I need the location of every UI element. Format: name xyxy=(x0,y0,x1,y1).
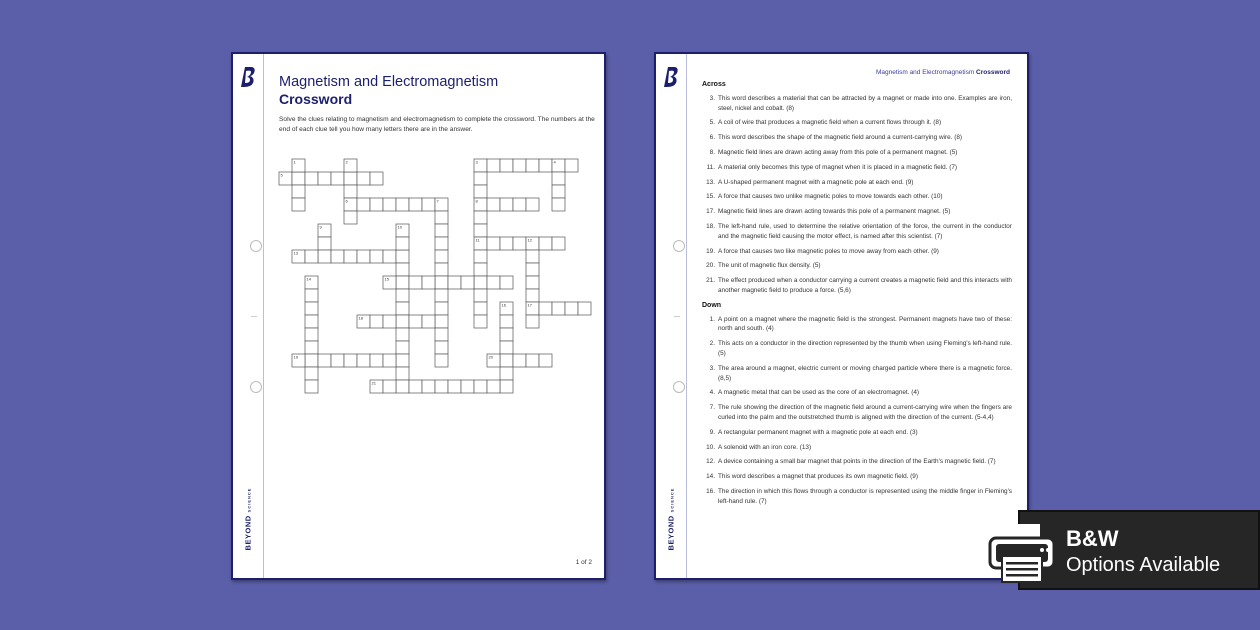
crossword-cell[interactable] xyxy=(526,354,539,367)
clue-item xyxy=(702,163,1012,173)
bw-options-badge xyxy=(1018,510,1260,590)
crossword-cell[interactable] xyxy=(396,328,409,341)
crossword-cell[interactable] xyxy=(474,263,487,276)
page-number: 1 of 2 xyxy=(575,559,592,566)
down-heading: Down xyxy=(702,301,722,309)
crossword-cell[interactable] xyxy=(370,198,383,211)
crossword-cell[interactable] xyxy=(396,341,409,354)
title-line-2: Crossword xyxy=(279,91,353,107)
crossword-cell[interactable] xyxy=(500,237,513,250)
crossword-number: 13 xyxy=(293,250,298,256)
clue-text: A magnetic metal that can be used as the core of an electromagnet. (4) xyxy=(718,389,920,397)
crossword-cell[interactable] xyxy=(344,185,357,198)
margin-line xyxy=(686,54,687,578)
clue-item xyxy=(702,364,1012,384)
crossword-cell[interactable] xyxy=(474,380,487,393)
across-heading: Across xyxy=(702,81,726,88)
brand-sub: SCIENCE xyxy=(669,487,675,513)
crossword-cell[interactable] xyxy=(318,237,331,250)
crossword-cell[interactable] xyxy=(344,250,357,263)
clue-item xyxy=(702,403,1012,423)
clue-number: 20. xyxy=(706,262,715,270)
clue-text: The rule showing the direction of the magnetic field around a current-carrying wire when the fingers are curled into the palm and the outstretched thumb is aligned with the direction of the current. (5-4,4) xyxy=(718,404,1012,421)
crossword-cell[interactable] xyxy=(474,302,487,315)
crossword-cell[interactable] xyxy=(331,172,344,185)
crossword-cell[interactable] xyxy=(396,237,409,250)
crossword-number: 6 xyxy=(345,198,348,204)
crossword-cell[interactable] xyxy=(435,302,448,315)
crossword-cell[interactable] xyxy=(513,198,526,211)
crossword-cell[interactable] xyxy=(500,341,513,354)
clues-list xyxy=(702,80,1012,512)
crossword-cell[interactable] xyxy=(357,172,370,185)
crossword-number: 1 xyxy=(293,159,296,165)
clue-text: A point on a magnet where the magnetic field is the strongest. Permanent magnets have two of these: north and south. (4) xyxy=(718,315,1012,333)
brand-vertical xyxy=(236,474,260,564)
clue-text: A material only becomes this type of magnet when it is placed in a magnetic field. (7) xyxy=(718,163,958,171)
clue-text: Magnetic field lines are drawn acting towards this pole of a permanent magnet. (5) xyxy=(718,208,951,216)
clue-text: A force that causes two like magnetic poles to move away from each other. (9) xyxy=(718,247,939,255)
clue-number: 6. xyxy=(709,134,715,142)
crossword-number: 5 xyxy=(280,172,283,178)
crossword-cell[interactable] xyxy=(500,159,513,172)
down-clues xyxy=(702,315,1012,507)
badge-title: B&W xyxy=(1066,526,1119,551)
crossword-cell[interactable] xyxy=(292,185,305,198)
crossword-number: 20 xyxy=(488,354,493,360)
punch-hole xyxy=(250,240,262,252)
crossword-cell[interactable] xyxy=(474,289,487,302)
crossword-cell[interactable] xyxy=(357,354,370,367)
crossword-cell[interactable] xyxy=(474,185,487,198)
crossword-cell[interactable] xyxy=(422,198,435,211)
crossword-cell[interactable] xyxy=(487,237,500,250)
crossword-cell[interactable] xyxy=(474,172,487,185)
crossword-cell[interactable] xyxy=(370,250,383,263)
printer-icon xyxy=(986,520,1058,584)
header-title-bold: Crossword xyxy=(976,69,1010,76)
punch-hole xyxy=(673,381,685,393)
clue-number: 1. xyxy=(709,315,715,323)
crossword-cell[interactable] xyxy=(565,159,578,172)
crossword-cell[interactable] xyxy=(500,276,513,289)
clue-number: 10. xyxy=(706,443,715,451)
crossword-cell[interactable] xyxy=(305,250,318,263)
crossword-cell[interactable] xyxy=(474,250,487,263)
crossword-cell[interactable] xyxy=(474,211,487,224)
clue-number: 9. xyxy=(709,428,715,436)
crossword-cell[interactable] xyxy=(552,185,565,198)
clue-item xyxy=(702,118,1012,128)
crossword-cell[interactable] xyxy=(396,250,409,263)
crossword-number: 21 xyxy=(371,380,376,386)
crossword-cell[interactable] xyxy=(305,341,318,354)
crossword-cell[interactable] xyxy=(357,198,370,211)
clue-text: This word describes the shape of the magnetic field around a current-carrying wire. (8) xyxy=(718,134,963,142)
crossword-number: 16 xyxy=(501,302,506,308)
clue-number: 3. xyxy=(709,94,715,102)
margin-line xyxy=(263,54,264,578)
clue-text: This word describes a material that can be attracted by a magnet or made into one. Examples are iron, steel, nickel and cobalt. (8) xyxy=(718,94,1012,112)
crossword-cell[interactable] xyxy=(500,380,513,393)
clue-item xyxy=(702,261,1012,271)
across-clues xyxy=(702,94,1012,296)
crossword-cell[interactable] xyxy=(396,315,409,328)
crossword-cell[interactable] xyxy=(318,250,331,263)
clue-item xyxy=(702,178,1012,188)
beyond-logo-icon xyxy=(664,66,680,88)
clue-item xyxy=(702,247,1012,257)
clue-number: 7. xyxy=(709,404,715,412)
clue-item xyxy=(702,443,1012,453)
crossword-cell[interactable] xyxy=(305,328,318,341)
clue-number: 15. xyxy=(706,193,715,201)
crossword-cell[interactable] xyxy=(474,315,487,328)
crossword-number: 15 xyxy=(384,276,389,282)
worksheet-page-2 xyxy=(654,52,1029,580)
clue-item xyxy=(702,276,1012,296)
crossword-cell[interactable] xyxy=(383,198,396,211)
crossword-cell[interactable] xyxy=(539,237,552,250)
instructions: Solve the clues relating to magnetism and electromagnetism to complete the crossword. The numbers at the end of each clue tell you how many letters there are in the answer. xyxy=(279,116,595,133)
crossword-cell[interactable] xyxy=(448,380,461,393)
fold-mark xyxy=(251,316,257,317)
clue-item xyxy=(702,94,1012,114)
crossword-cell[interactable] xyxy=(500,328,513,341)
crossword-cell[interactable] xyxy=(435,289,448,302)
crossword-cell[interactable] xyxy=(487,380,500,393)
crossword-cell[interactable] xyxy=(435,354,448,367)
crossword-cell[interactable] xyxy=(487,159,500,172)
clue-number: 5. xyxy=(709,119,715,127)
crossword-cell[interactable] xyxy=(565,302,578,315)
clue-item xyxy=(702,315,1012,335)
clue-text: A coil of wire that produces a magnetic field when a current flows through it. (8) xyxy=(718,119,942,127)
crossword-cell[interactable] xyxy=(435,237,448,250)
crossword-cell[interactable] xyxy=(513,159,526,172)
punch-hole xyxy=(673,240,685,252)
crossword-number: 17 xyxy=(527,302,532,308)
crossword-cell[interactable] xyxy=(526,250,539,263)
crossword-cell[interactable] xyxy=(435,380,448,393)
crossword-cell[interactable] xyxy=(435,276,448,289)
crossword-number: 8 xyxy=(475,198,478,204)
crossword-cell[interactable] xyxy=(344,172,357,185)
clue-number: 21. xyxy=(706,277,715,285)
crossword-cell[interactable] xyxy=(578,302,591,315)
crossword-number: 14 xyxy=(306,276,311,282)
clue-text: A force that causes two unlike magnetic poles to move towards each other. (10) xyxy=(718,193,943,201)
crossword-cell[interactable] xyxy=(409,276,422,289)
crossword-number: 11 xyxy=(475,237,480,243)
clue-number: 4. xyxy=(709,389,715,397)
clue-item xyxy=(702,222,1012,242)
page-title xyxy=(279,74,498,108)
crossword-cell[interactable] xyxy=(500,354,513,367)
running-header xyxy=(876,69,1010,76)
crossword-cell[interactable] xyxy=(344,211,357,224)
clue-item xyxy=(702,428,1012,438)
brand-name: BEYOND xyxy=(666,515,676,551)
clue-item xyxy=(702,472,1012,482)
clue-text: A rectangular permanent magnet with a magnetic pole at each end. (3) xyxy=(718,428,918,436)
crossword-cell[interactable] xyxy=(383,380,396,393)
crossword-cell[interactable] xyxy=(396,380,409,393)
crossword-cell[interactable] xyxy=(305,354,318,367)
brand-name: BEYOND xyxy=(243,515,253,551)
brand-sub: SCIENCE xyxy=(246,487,252,513)
crossword-cell[interactable] xyxy=(435,341,448,354)
crossword-cell[interactable] xyxy=(292,198,305,211)
crossword-cell[interactable] xyxy=(526,198,539,211)
clue-number: 18. xyxy=(706,222,715,230)
clue-item xyxy=(702,148,1012,158)
crossword-number: 3 xyxy=(475,159,478,165)
crossword-cell[interactable] xyxy=(305,315,318,328)
crossword-cell[interactable] xyxy=(552,172,565,185)
beyond-logo-icon xyxy=(241,66,257,88)
crossword-cell[interactable] xyxy=(344,354,357,367)
crossword-cell[interactable] xyxy=(370,354,383,367)
clue-number: 14. xyxy=(706,473,715,481)
clue-item xyxy=(702,388,1012,398)
crossword-cell[interactable] xyxy=(409,198,422,211)
crossword-cell[interactable] xyxy=(357,250,370,263)
clue-text: A U-shaped permanent magnet with a magnetic pole at each end. (9) xyxy=(718,178,914,186)
crossword-cell[interactable] xyxy=(500,315,513,328)
clue-number: 3. xyxy=(709,364,715,372)
crossword-cell[interactable] xyxy=(461,276,474,289)
crossword-cell[interactable] xyxy=(526,159,539,172)
crossword-cell[interactable] xyxy=(474,276,487,289)
crossword-cell[interactable] xyxy=(526,289,539,302)
header-title: Magnetism and Electromagnetism xyxy=(875,69,975,76)
crossword-cell[interactable] xyxy=(435,263,448,276)
crossword-number: 18 xyxy=(358,315,363,321)
crossword-cell[interactable] xyxy=(292,172,305,185)
crossword-cell[interactable] xyxy=(487,198,500,211)
crossword-cell[interactable] xyxy=(487,276,500,289)
crossword-cell[interactable] xyxy=(383,315,396,328)
crossword-cell[interactable] xyxy=(526,315,539,328)
crossword-cell[interactable] xyxy=(500,198,513,211)
clue-text: This word describes a magnet that produces its own magnetic field. (9) xyxy=(718,473,918,481)
crossword-cell[interactable] xyxy=(552,237,565,250)
crossword-cell[interactable] xyxy=(396,367,409,380)
crossword-cell[interactable] xyxy=(422,276,435,289)
badge-subtitle: Options Available xyxy=(1066,554,1221,576)
crossword-cell[interactable] xyxy=(305,289,318,302)
clue-item xyxy=(702,207,1012,217)
clue-number: 17. xyxy=(706,208,715,216)
crossword-number: 10 xyxy=(397,224,402,230)
worksheet-page-1 xyxy=(231,52,606,580)
clue-text: A device containing a small bar magnet that points in the direction of the Earth's magnetic field. (7) xyxy=(718,458,996,466)
crossword-cell[interactable] xyxy=(409,380,422,393)
crossword-cell[interactable] xyxy=(435,328,448,341)
clue-number: 8. xyxy=(709,148,715,156)
crossword-cell[interactable] xyxy=(552,302,565,315)
clue-item xyxy=(702,192,1012,202)
crossword-number: 7 xyxy=(436,198,439,204)
crossword-number: 19 xyxy=(293,354,298,360)
crossword-cell[interactable] xyxy=(500,367,513,380)
crossword-cell[interactable] xyxy=(331,250,344,263)
crossword-number: 2 xyxy=(345,159,348,165)
crossword-cell[interactable] xyxy=(305,172,318,185)
crossword-cell[interactable] xyxy=(305,380,318,393)
crossword-cell[interactable] xyxy=(396,263,409,276)
crossword-cell[interactable] xyxy=(396,354,409,367)
crossword-cell[interactable] xyxy=(539,159,552,172)
clue-number: 2. xyxy=(709,340,715,348)
crossword-cell[interactable] xyxy=(422,315,435,328)
clue-item xyxy=(702,457,1012,467)
crossword-cell[interactable] xyxy=(383,250,396,263)
crossword-cell[interactable] xyxy=(435,315,448,328)
crossword-cell[interactable] xyxy=(396,302,409,315)
clue-number: 19. xyxy=(706,247,715,255)
crossword-cell[interactable] xyxy=(318,172,331,185)
clue-text: The effect produced when a conductor carrying a current creates a magnetic field and this interacts with another magnetic field to produce a force. (5,6) xyxy=(718,277,1012,294)
crossword-cell[interactable] xyxy=(513,354,526,367)
crossword-cell[interactable] xyxy=(396,289,409,302)
crossword-cell[interactable] xyxy=(435,211,448,224)
crossword-cell[interactable] xyxy=(370,172,383,185)
crossword-cell[interactable] xyxy=(409,315,422,328)
crossword-cell[interactable] xyxy=(435,250,448,263)
clue-text: The direction in which this flows through a conductor is represented using the middle finger in Fleming's left-hand rule. (7) xyxy=(718,487,1012,505)
clue-text: This acts on a conductor in the direction represented by the thumb when using Fleming's left-hand rule. (5) xyxy=(718,340,1012,357)
crossword-cell[interactable] xyxy=(539,302,552,315)
crossword-cell[interactable] xyxy=(526,263,539,276)
crossword-number: 12 xyxy=(527,237,532,243)
clue-number: 11. xyxy=(706,163,715,171)
crossword-cell[interactable] xyxy=(370,315,383,328)
clue-text: The unit of magnetic flux density. (5) xyxy=(718,262,821,270)
crossword-cell[interactable] xyxy=(305,302,318,315)
clue-item xyxy=(702,133,1012,143)
clue-text: The left-hand rule, used to determine the relative orientation of the force, the current in the conductor and the magnetic field causing the motor effect, is named after this scientist. (7) xyxy=(718,222,1012,240)
title-line-1: Magnetism and Electromagnetism xyxy=(279,74,499,90)
clue-number: 16. xyxy=(706,487,715,495)
crossword-cell[interactable] xyxy=(422,380,435,393)
crossword-cell[interactable] xyxy=(435,224,448,237)
clue-number: 12. xyxy=(706,458,715,466)
crossword-number: 9 xyxy=(319,224,322,230)
crossword-cell[interactable] xyxy=(396,198,409,211)
crossword-cell[interactable] xyxy=(318,354,331,367)
crossword-cell[interactable] xyxy=(539,354,552,367)
crossword-cell[interactable] xyxy=(305,367,318,380)
crossword-cell[interactable] xyxy=(396,276,409,289)
punch-hole xyxy=(250,381,262,393)
clue-text: The area around a magnet, electric current or moving charged particle where there is a magnetic force. (8,5) xyxy=(718,364,1012,382)
brand-vertical xyxy=(659,474,683,564)
crossword-cell[interactable] xyxy=(461,380,474,393)
clue-item xyxy=(702,339,1012,359)
crossword-cell[interactable] xyxy=(383,354,396,367)
crossword-number: 4 xyxy=(553,159,556,165)
crossword-grid xyxy=(278,158,598,403)
clue-item xyxy=(702,487,1012,507)
clue-number: 13. xyxy=(706,178,715,186)
crossword-cell[interactable] xyxy=(552,198,565,211)
crossword-cell[interactable] xyxy=(513,237,526,250)
crossword-cell[interactable] xyxy=(331,354,344,367)
crossword-cell[interactable] xyxy=(474,224,487,237)
clue-text: Magnetic field lines are drawn acting away from this pole of a permanent magnet. (5) xyxy=(718,148,958,156)
clue-text: A solenoid with an iron core. (13) xyxy=(718,443,812,451)
crossword-cell[interactable] xyxy=(526,276,539,289)
fold-mark xyxy=(674,316,680,317)
crossword-cell[interactable] xyxy=(448,276,461,289)
